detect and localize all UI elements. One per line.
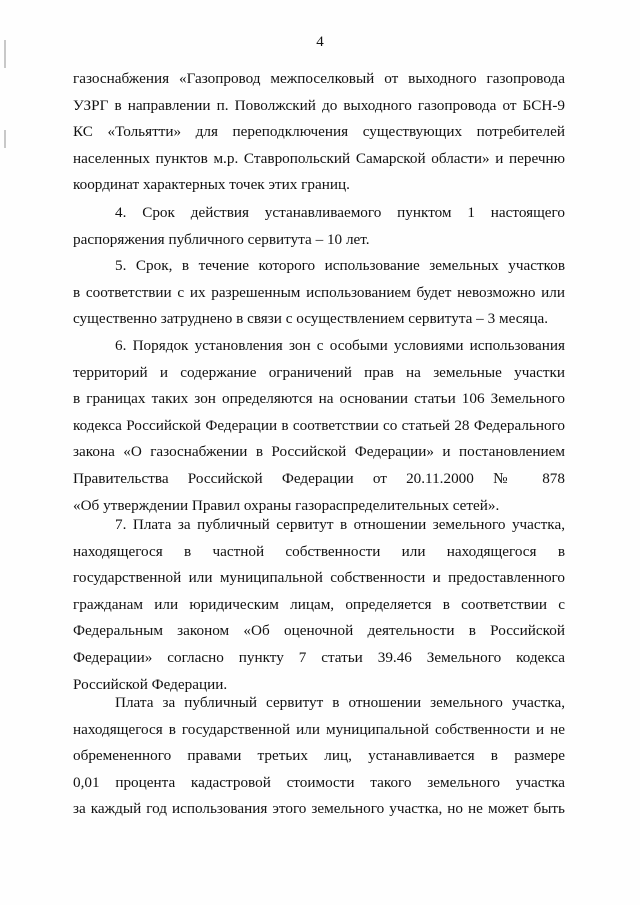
text-line: УЗРГ в направлении п. Поволжский до выходного газопровода от БСН-9 [73,96,565,114]
text-line: территорий и содержание ограничений прав на земельные участки [73,363,565,381]
text-line: 4. Срок действия устанавливаемого пунктом 1 настоящего [115,204,565,221]
text-line: закона «О газоснабжении в Российской Федерации» и постановлением [73,443,565,461]
text-line: КС «Тольятти» для переподключения существующих потребителей [73,123,565,141]
text-line: Федеральным законом «Об оценочной деятельности в Российской [73,622,565,640]
page-number: 4 [316,34,324,50]
text-line: координат характерных точек этих границ. [73,176,350,194]
paragraph-item-6 [73,333,565,519]
text-line: газоснабжения «Газопровод межпоселковый от выходного газопровода [73,70,565,87]
text-line: 5. Срок, в течение которого использование земельных участков [115,257,565,274]
text-line: в соответствии с их разрешенным использованием будет невозможно или [73,283,565,301]
paragraph-item-5 [73,253,565,333]
text-line: находящегося в частной собственности или находящегося в [73,542,565,560]
text-line: 7. Плата за публичный сервитут в отношении земельного участка, [115,516,565,533]
text-line: 0,01 процента кадастровой стоимости такого земельного участка [73,773,565,791]
paragraph-payment [73,690,565,823]
text-line: государственной или муниципальной собственности и предоставленного [73,569,565,587]
text-line: Российской Федерации. [73,675,228,693]
text-line: 6. Порядок установления зон с особыми условиями использования [115,337,565,354]
text-line: за каждый год использования этого земельного участка, но не может быть [73,800,565,818]
text-line: существенно затруднено в связи с осуществлением сервитута – 3 месяца. [73,310,549,328]
text-line: Федерации» согласно пункту 7 статьи 39.46 Земельного кодекса [73,648,565,666]
text-line: находящегося в государственной или муниципальной собственности и не [73,720,565,738]
scan-margin-mark [4,130,6,148]
paragraph-item-7 [73,512,565,698]
text-line: Правительства Российской Федерации от 20.11.2000 № 878 [73,469,565,487]
text-line: обремененного правами третьих лиц, устанавливается в размере [73,747,565,765]
text-line: «Об утверждении Правил охраны газораспределительных сетей». [73,496,500,514]
text-line: гражданам или юридическим лицам, определяется в соответствии с [73,595,565,613]
text-line: распоряжения публичного сервитута – 10 лет. [73,230,370,248]
paragraph-item-4 [73,200,565,253]
paragraph-continuation [73,66,565,199]
text-line: в границах таких зон определяются на основании статьи 106 Земельного [73,390,565,408]
text-line: кодекса Российской Федерации в соответствии со статьей 28 Федерального [73,416,565,434]
text-line: населенных пунктов м.р. Ставропольский Самарской области» и перечню [73,149,565,167]
text-line: Плата за публичный сервитут в отношении земельного участка, [115,694,565,711]
